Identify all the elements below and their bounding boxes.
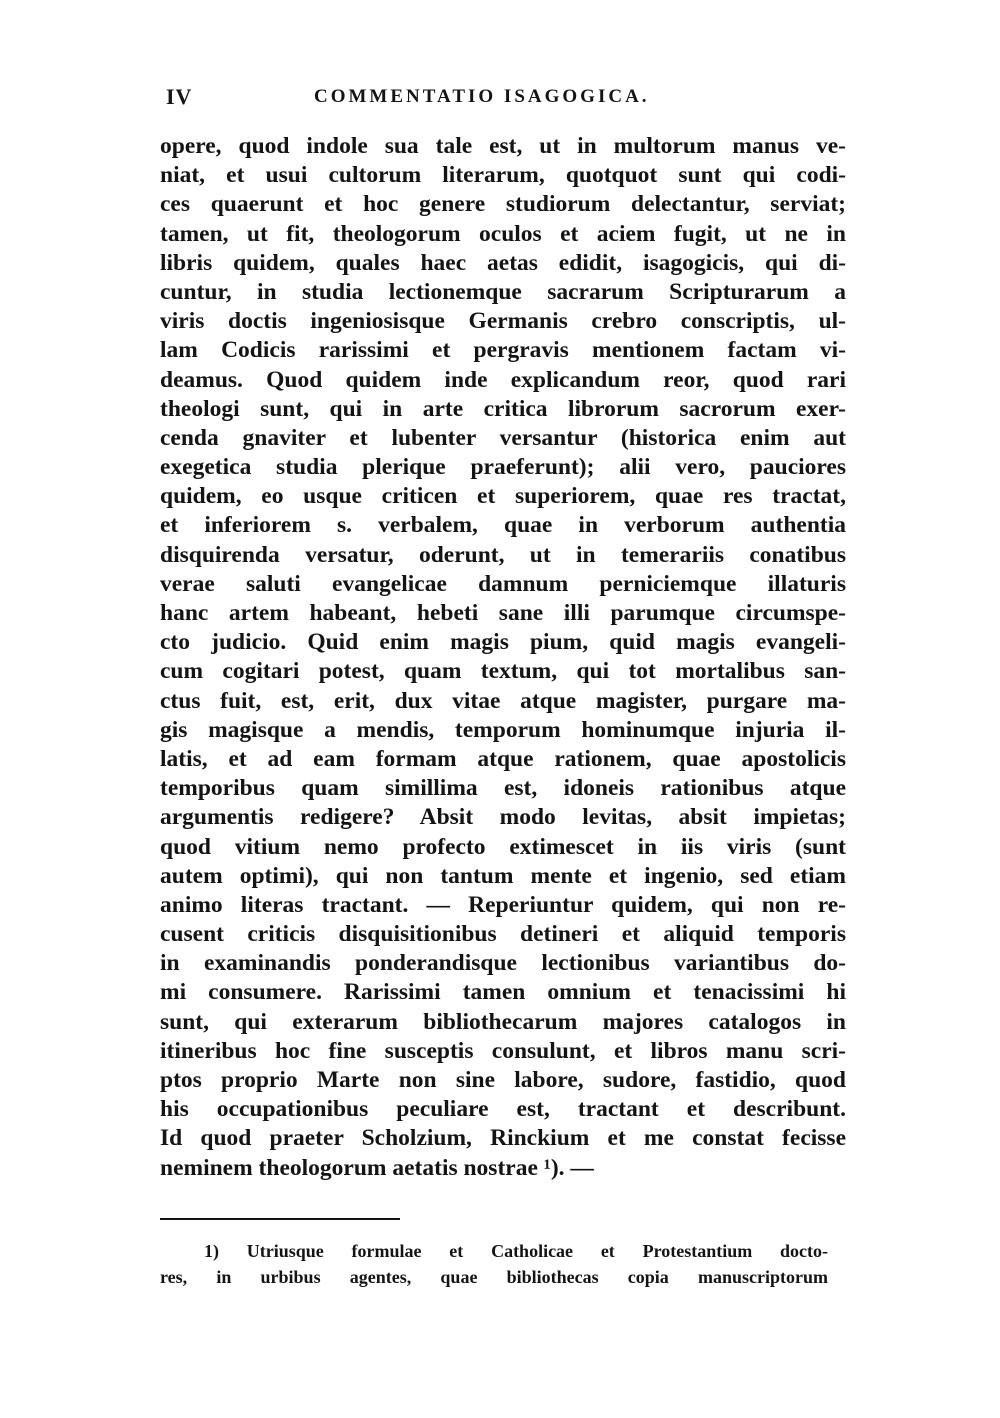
text-line: disquirenda versatur, oderunt, ut in temerariis conatibus [160, 541, 846, 568]
text-line: tamen, ut fit, theologorum oculos et aciem fugit, ut ne in [160, 220, 846, 247]
text-line: hanc artem habeant, hebeti sane illi parumque circumspe- [160, 600, 846, 626]
text-line: lam Codicis rarissimi et pergravis mentionem factam vi- [160, 337, 846, 364]
text-line: verae saluti evangelicae damnum perniciemque illaturis [160, 570, 846, 597]
text-line: gis magisque a mendis, temporum hominumque injuria il- [160, 716, 846, 743]
text-line: cenda gnaviter et lubenter versantur (historica enim aut [160, 424, 846, 451]
text-line: theologi sunt, qui in arte critica librorum sacrorum exer- [160, 395, 846, 422]
text-line: autem optimi), qui non tantum mente et ingenio, sed etiam [160, 862, 846, 889]
text-line: deamus. Quod quidem inde explicandum reor, quod rari [160, 366, 846, 393]
text-line: latis, et ad eam formam atque rationem, quae apostolicis [160, 745, 846, 772]
text-line: argumentis redigere? Absit modo levitas, absit impietas; [160, 804, 846, 831]
text-line: in examinandis ponderandisque lectionibus variantibus do- [160, 950, 846, 977]
text-line: viris doctis ingeniosisque Germanis crebro conscriptis, ul- [160, 308, 846, 335]
text-line: cuntur, in studia lectionemque sacrarum Scripturarum a [160, 278, 846, 305]
text-line: cto judicio. Quid enim magis pium, quid magis evangeli- [160, 629, 846, 656]
text-line: et inferiorem s. verbalem, quae in verborum authentia [160, 512, 846, 539]
text-line: ctus fuit, est, erit, dux vitae atque magister, purgare ma- [160, 687, 846, 714]
text-line-last: neminem theologorum aetatis nostrae ¹). — [160, 1154, 594, 1181]
text-line: cusent criticis disquisitionibus detineri et aliquid temporis [160, 921, 846, 948]
text-line: temporibus quam simillima est, idoneis rationibus atque [160, 775, 846, 802]
footnote-rule [160, 1218, 400, 1220]
text-line: sunt, qui exterarum bibliothecarum majores catalogos in [160, 1008, 846, 1035]
text-line: his occupationibus peculiare est, tractant et describunt. [160, 1096, 846, 1123]
text-line: opere, quod indole sua tale est, ut in multorum manus ve- [160, 133, 846, 159]
text-line: mi consumere. Rarissimi tamen omnium et tenacissimi hi [160, 979, 846, 1006]
running-title: COMMENTATIO ISAGOGICA. [314, 86, 650, 107]
text-line: exegetica studia plerique praeferunt); alii vero, pauciores [160, 454, 846, 481]
text-line: cum cogitari potest, quam textum, qui tot mortalibus san- [160, 658, 846, 685]
text-line: ptos proprio Marte non sine labore, sudore, fastidio, quod [160, 1067, 846, 1093]
body-text [160, 132, 846, 1183]
text-line: ces quaerunt et hoc genere studiorum delectantur, serviat; [160, 191, 846, 218]
text-line: libris quidem, quales haec aetas edidit, isagogicis, qui di- [160, 249, 846, 276]
page-header [166, 84, 842, 114]
footnote-line: res, in urbibus agentes, quae bibliothecas copia manuscriptorum [160, 1267, 828, 1287]
text-line: Id quod praeter Scholzium, Rinckium et me constat fecisse [160, 1125, 846, 1152]
page-number: IV [166, 84, 193, 109]
text-line: animo literas tractant. — Reperiuntur quidem, qui non re- [160, 891, 846, 918]
text-line: niat, et usui cultorum literarum, quotquot sunt qui codi- [160, 162, 846, 189]
footnote [160, 1238, 828, 1290]
footnote-line: 1) Utriusque formulae et Catholicae et Protestantium docto- [204, 1241, 828, 1261]
text-line: quidem, eo usque criticen et superiorem, quae res tractat, [160, 483, 846, 510]
text-line: quod vitium nemo profecto extimescet in iis viris (sunt [160, 833, 846, 860]
text-line: itineribus hoc fine susceptis consulunt, et libros manu scri- [160, 1037, 846, 1064]
